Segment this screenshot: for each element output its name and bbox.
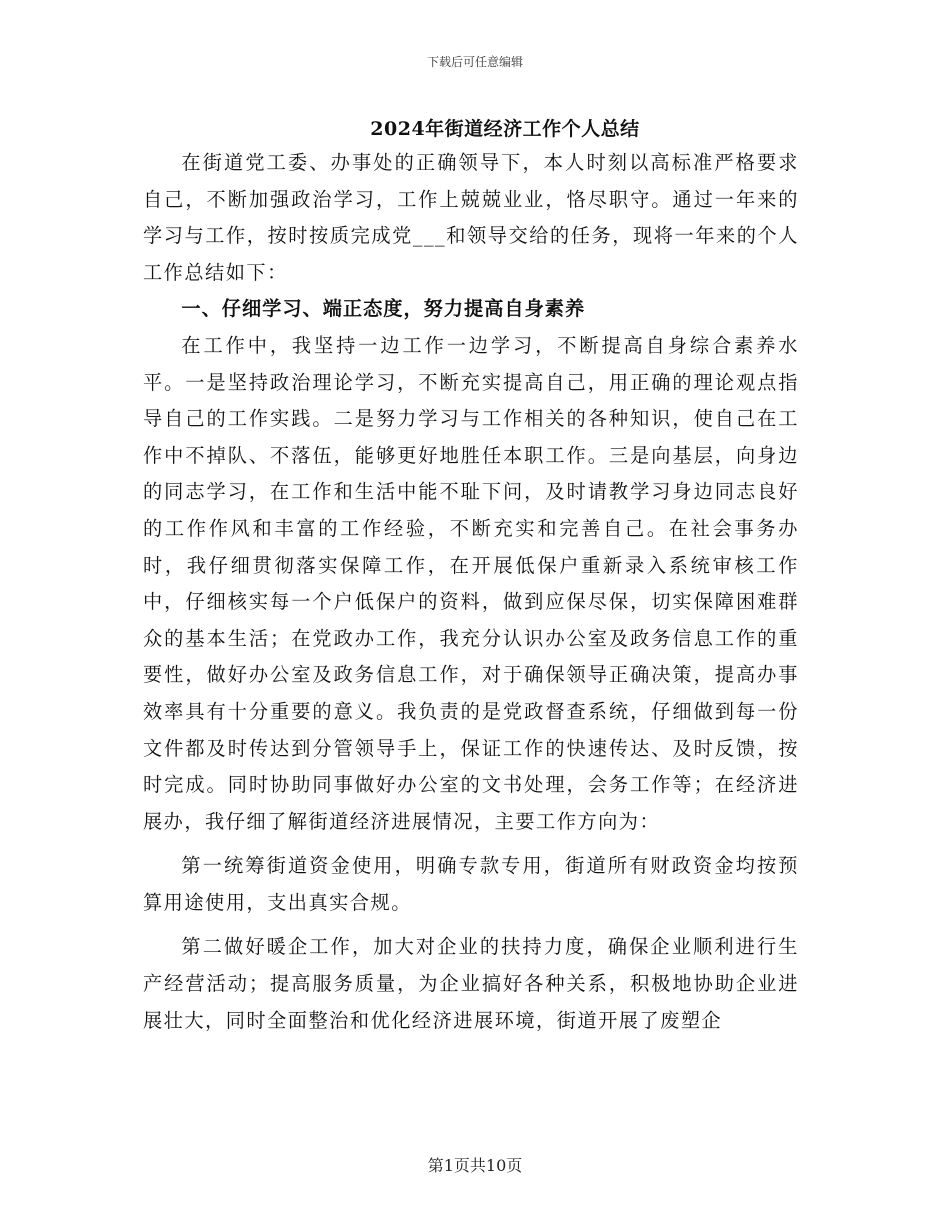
document-title: 2024年街道经济工作个人总结	[370, 118, 640, 140]
page-header-note: 下载后可任意编辑	[426, 55, 523, 69]
body-paragraph-study: 在工作中，我坚持一边工作一边学习，不断提高自身综合素养水平。一是坚持政治理论学习，不断充实提高自己，用正确的理论观点指导自己的工作实践。二是努力学习与工作相关的各种知识，使自己在工作中不掉队、不落伍，能够更好地胜任本职工作。三是向基层，向身边的同志学习，在工作和生活中能不耻下问，及时请教学习身边同志良好的工作作风和丰富的工作经验，不断充实和完善自己。在社会事务办时，我仔细贯彻落实保障工作，在开展低保户重新录入系统审核工作中，仔细核实每一个户低保户的资料，做到应保尽保，切实保障困难群众的基本生活；在党政办工作，我充分认识办公室及政务信息工作的重要性，做好办公室及政务信息工作，对于确保领导正确决策，提高办事效率具有十分重要的意义。我负责的是党政督查系统，仔细做到每一份文件都及时传达到分管领导手上，保证工作的快速传达、及时反馈，按时完成。同时协助同事做好办公室的文书处理，会务工作等；在经济进展办，我仔细了解街道经济进展情况，主要工作方向为：	[143, 333, 799, 833]
body-paragraph-funds: 第一统筹街道资金使用，明确专款专用，街道所有财政资金均按预算用途使用，支出真实合规。	[143, 854, 799, 914]
section-heading-1: 一、仔细学习、端正态度，努力提高自身素养	[181, 297, 586, 321]
page-number-footer: 第1页共10页	[427, 1156, 523, 1175]
intro-paragraph: 在街道党工委、办事处的正确领导下，本人时刻以高标准严格要求自己，不断加强政治学习，工作上兢兢业业，恪尽职守。通过一年来的学习与工作，按时按质完成党___和领导交给的任务，现将一年来的个人工作总结如下：	[143, 151, 799, 284]
document-body	[143, 145, 799, 1039]
body-paragraph-enterprise: 第二做好暖企工作，加大对企业的扶持力度，确保企业顺利进行生产经营活动；提高服务质量，为企业搞好各种关系，积极地协助企业进展壮大，同时全面整治和优化经济进展环境，街道开展了废塑企	[143, 935, 799, 1032]
